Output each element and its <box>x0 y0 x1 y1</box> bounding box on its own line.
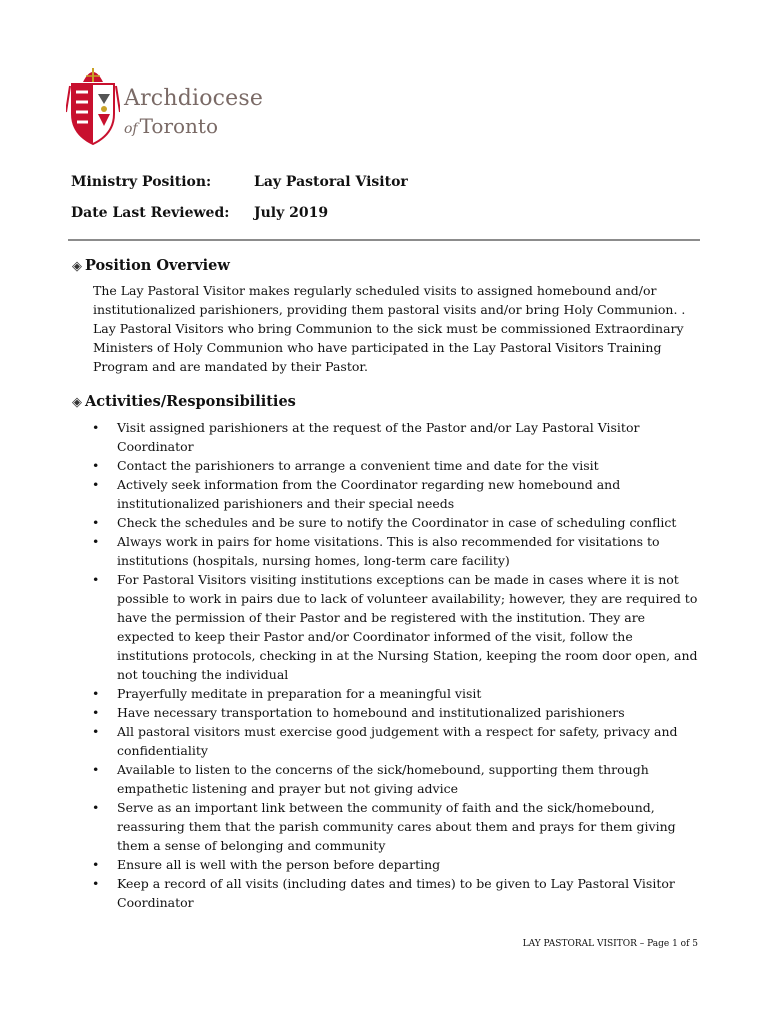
logo-toronto-word: Toronto <box>139 114 219 138</box>
logo-archdiocese-text: Archdiocese <box>124 86 264 111</box>
date-reviewed-value: July 2019 <box>254 205 329 221</box>
list-item: • Prayerfully meditate in preparation for a meaningful visit <box>92 684 704 703</box>
list-item: • For Pastoral Visitors visiting institutions exceptions can be made in cases where it is not possible to work in pairs due to lack of volunteer availability; however, they are required to have the permission of their Pastor and be registered with the institution. They are expected to keep their Pastor and/or Coordinator informed of the visit, follow the institutions protocols, checking in at the Nursing Station, keeping the room door open, and not touching the individual <box>92 570 704 684</box>
list-item: • Contact the parishioners to arrange a convenient time and date for the visit <box>92 456 704 475</box>
responsibilities-list <box>92 418 704 912</box>
list-item: • Check the schedules and be sure to notify the Coordinator in case of scheduling conflict <box>92 513 704 532</box>
coat-of-arms-icon <box>66 64 120 146</box>
activities-title: Activities/Responsibilities <box>85 393 296 410</box>
list-item: • Always work in pairs for home visitations. This is also recommended for visitations to institutions (hospitals, nursing homes, long-term care facility) <box>92 532 704 570</box>
list-item: • Ensure all is well with the person before departing <box>92 855 704 874</box>
activities-heading <box>72 393 296 410</box>
page-footer: LAY PASTORAL VISITOR – Page 1 of 5 <box>522 939 698 949</box>
list-item: • Available to listen to the concerns of the sick/homebound, supporting them through empathetic listening and prayer but not giving advice <box>92 760 704 798</box>
position-overview-body: The Lay Pastoral Visitor makes regularly scheduled visits to assigned homebound and/or institutionalized parishioners, providing them pastoral visits and/or bring Holy Communion. . Lay Pastoral Visitors who bring Communion to the sick must be commissioned Extraordinary Ministers of Holy Communion who have participated in the Lay Pastoral Visitors Training Program and are mandated by their Pastor. <box>93 283 686 374</box>
list-item: • Serve as an important link between the community of faith and the sick/homebound, reassuring them that the parish community cares about them and prays for them giving them a sense of belonging and community <box>92 798 704 855</box>
list-item: • Actively seek information from the Coordinator regarding new homebound and institutionalized parishioners and their special needs <box>92 475 704 513</box>
header-divider <box>68 239 700 241</box>
archdiocese-logo <box>66 64 266 146</box>
position-overview-title: Position Overview <box>85 257 230 274</box>
ministry-position-label: Ministry Position: <box>71 174 212 190</box>
diamond-icon: ◈ <box>72 395 82 410</box>
list-item: • Have necessary transportation to homebound and institutionalized parishioners <box>92 703 704 722</box>
position-overview-heading <box>72 257 230 274</box>
logo-of-text: of <box>124 121 138 137</box>
list-item: • All pastoral visitors must exercise good judgement with a respect for safety, privacy and confidentiality <box>92 722 704 760</box>
ministry-position-value: Lay Pastoral Visitor <box>254 174 408 190</box>
diamond-icon: ◈ <box>72 259 82 274</box>
logo-toronto-text <box>124 114 218 138</box>
date-reviewed-label: Date Last Reviewed: <box>71 205 230 221</box>
list-item: • Keep a record of all visits (including dates and times) to be given to Lay Pastoral Visitor Coordinator <box>92 874 704 912</box>
list-item: • Visit assigned parishioners at the request of the Pastor and/or Lay Pastoral Visitor Coordinator <box>92 418 704 456</box>
